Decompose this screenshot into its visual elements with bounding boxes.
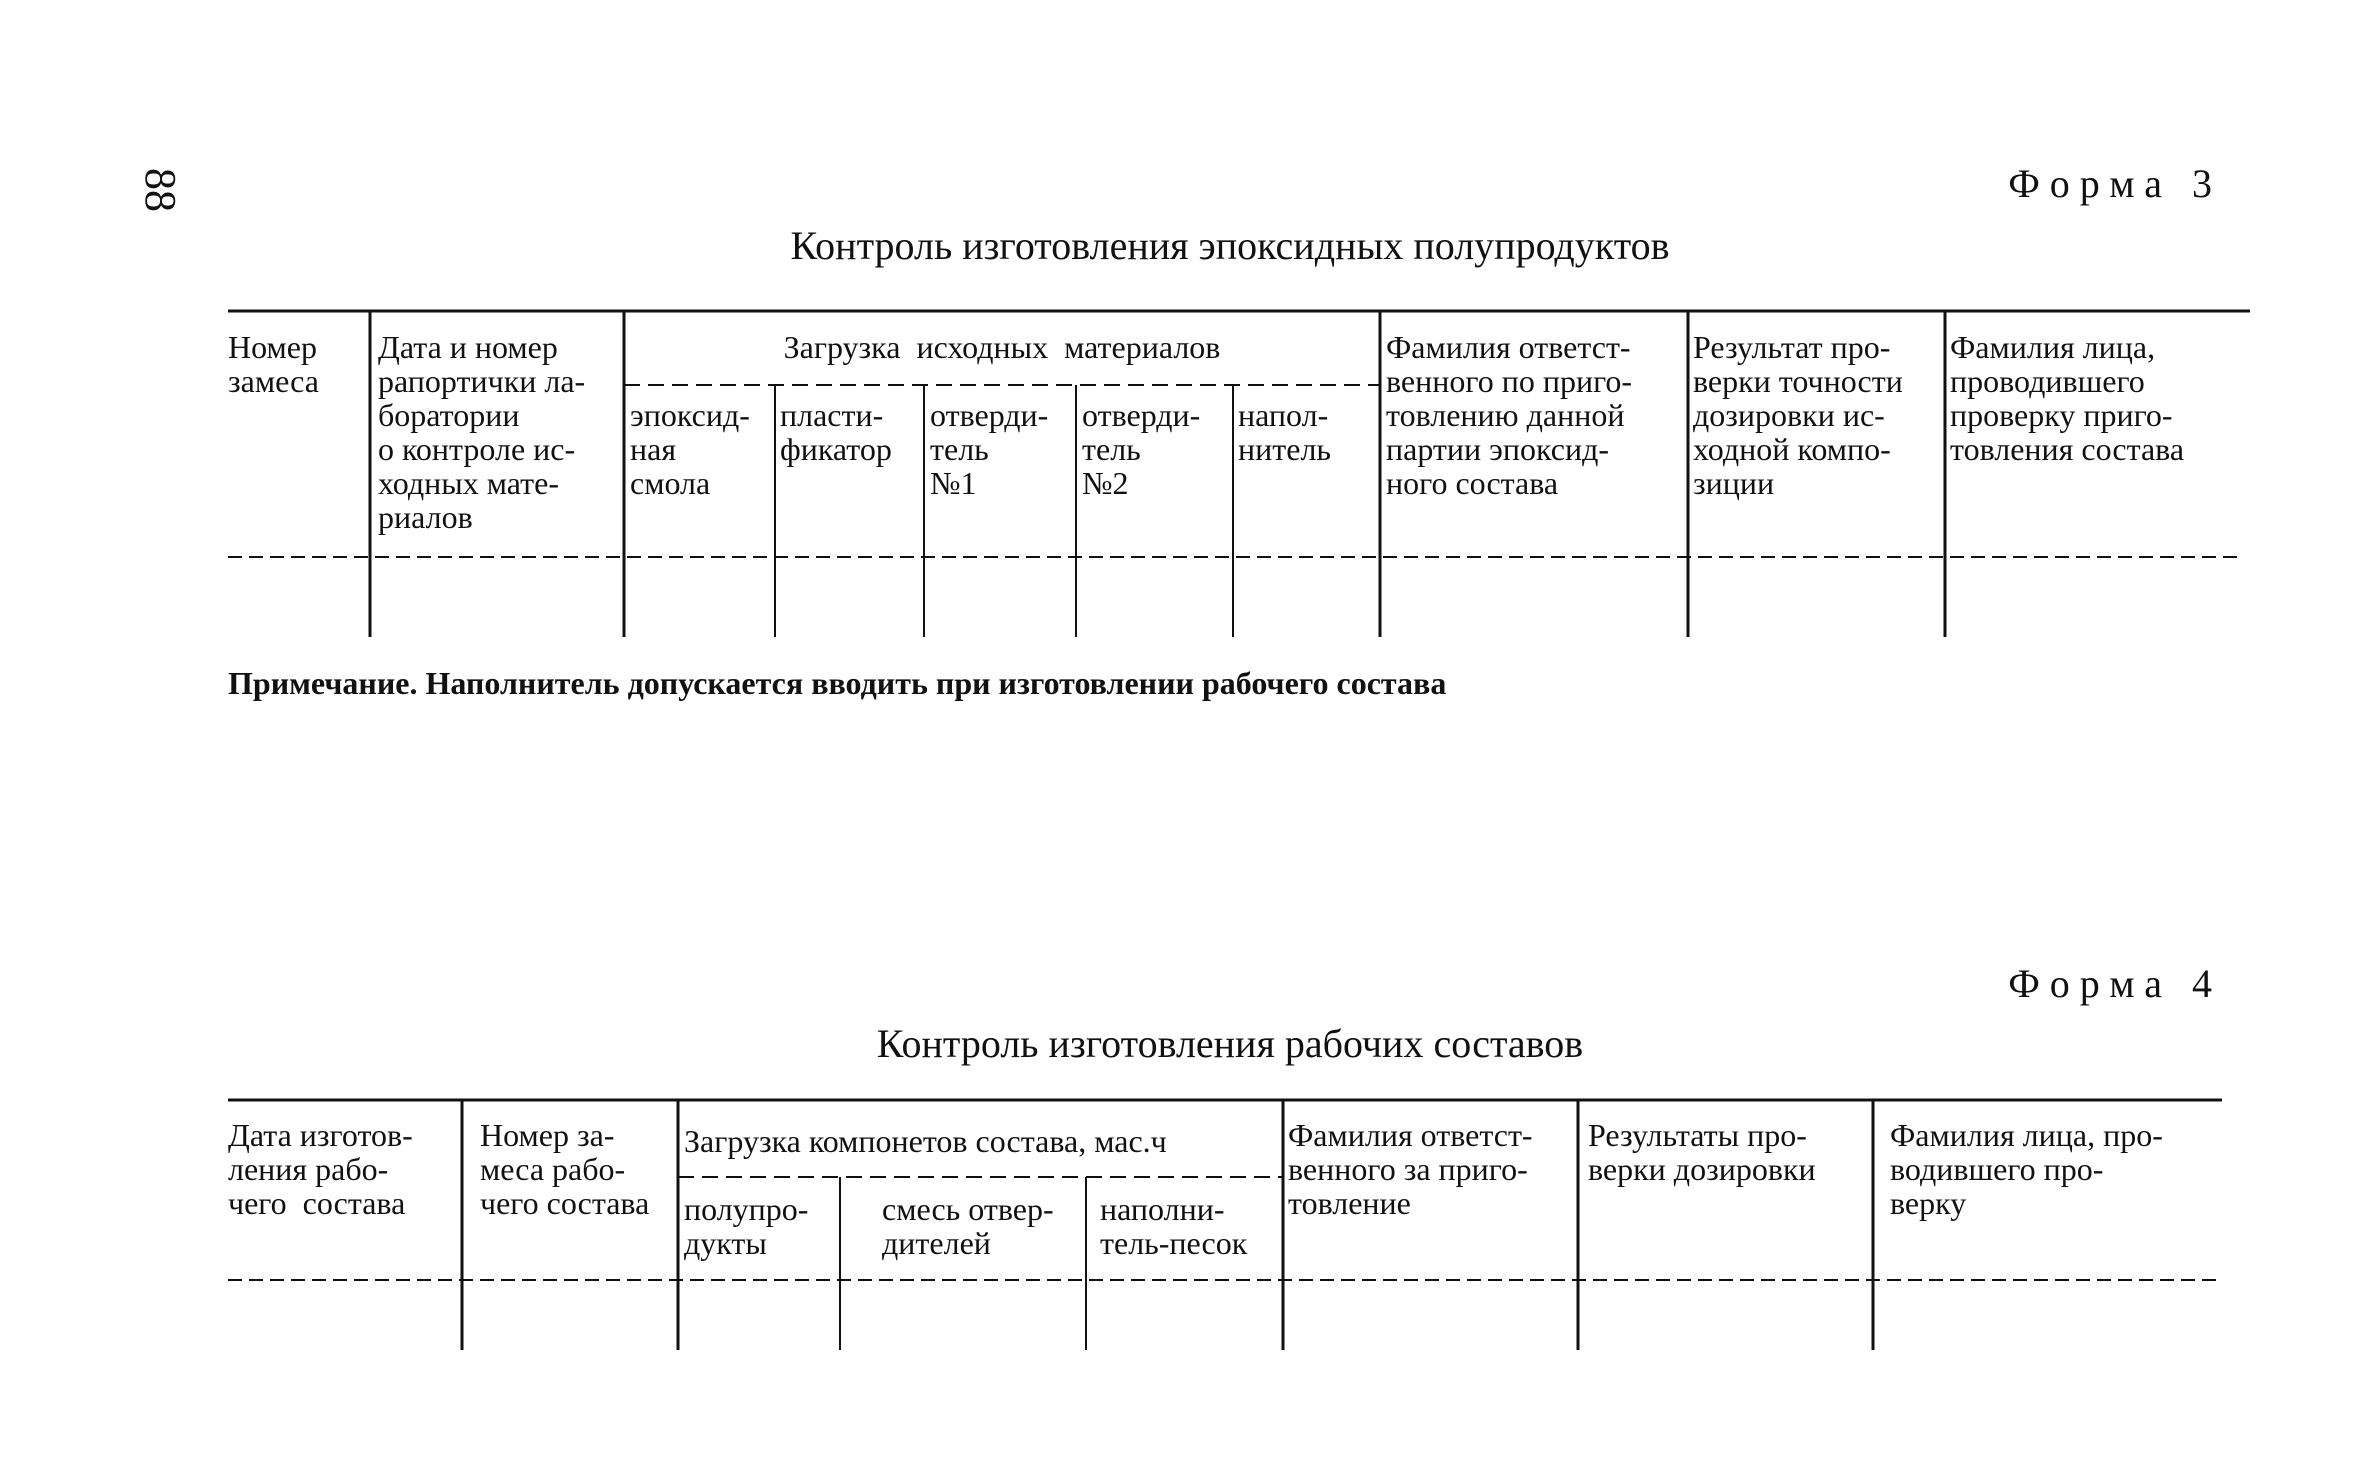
form4-col-responsible: Фамилия ответст- венного за приго- товление [1288,1117,1533,1221]
form3-col-plasticizer: пласти- фикатор [780,397,892,467]
form3-col-filler: напол- нитель [1238,397,1331,467]
form4-col-batch-number: Номер за- меса рабо- чего состава [480,1117,650,1221]
form3-col-hardener-2: отверди- тель №2 [1082,397,1201,501]
form4-col-filler-sand: наполни- тель-песок [1100,1191,1248,1261]
form4-col-semi-products: полупро- дукты [684,1191,809,1261]
form3-col-responsible: Фамилия ответст- венного по приго- товлению данной партии эпоксид- ного состава [1386,329,1633,501]
form4-col-checker: Фамилия лица, про- водившего про- верку [1890,1117,2163,1221]
form3-title: Контроль изготовления эпоксидных полупродуктов [790,223,1670,268]
form4-col-dosing-result: Результаты про- верки дозировки [1588,1117,1816,1187]
form3-col-epoxy-resin: эпоксид- ная смола [630,397,750,501]
form4-col-loading-group: Загрузка компонетов состава, мас.ч [684,1123,1167,1159]
note-text: Наполнитель допускается вводить при изготовлении рабочего состава [417,665,1447,701]
page-number: 88 [136,168,185,212]
form3-col-loading-group: Загрузка исходных материалов [783,329,1221,365]
form3-col-hardener-1: отверди- тель №1 [930,397,1049,501]
form3-col-check-result: Результат про- верки точности дозировки ис- ходной компо- зиции [1693,329,1903,501]
form3-note [228,665,1446,702]
form4-col-hardener-mix: смесь отвер- дителей [882,1191,1054,1261]
form3-col-report-date: Дата и номер рапортички ла- боратории о контроле ис- ходных мате- риалов [378,329,586,535]
form4-label: Форма 4 [2008,961,2222,1006]
note-label: Примечание. [228,665,418,701]
form4-col-prep-date: Дата изготов- ления рабо- чего состава [228,1117,413,1221]
form3-col-batch-number: Номер замеса [228,329,319,399]
form3-label: Форма 3 [2008,161,2222,206]
form3-col-checker: Фамилия лица, проводившего проверку приго- товления состава [1950,329,2185,467]
form4-title: Контроль изготовления рабочих составов [876,1021,1584,1066]
